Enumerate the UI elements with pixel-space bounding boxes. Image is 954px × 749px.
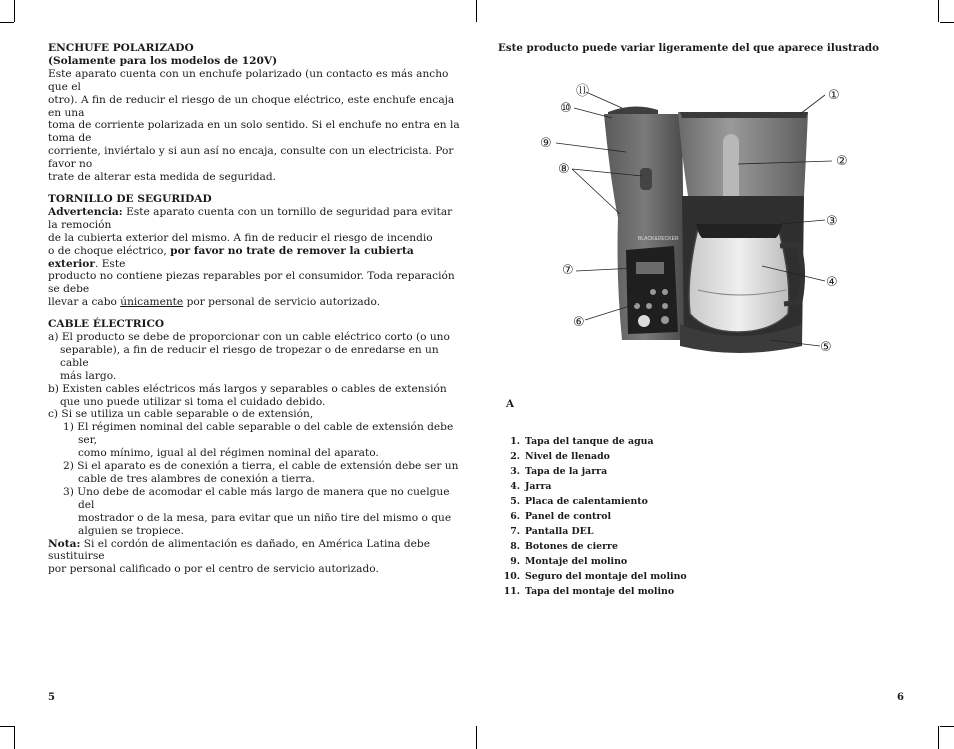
part-label: Placa de calentamiento bbox=[525, 496, 648, 507]
crop-mark bbox=[14, 0, 15, 22]
parts-list-item bbox=[500, 479, 687, 494]
callout-10: ⑩ bbox=[560, 101, 572, 116]
part-number: 2. bbox=[510, 451, 520, 462]
polarized-line: toma de corriente polarizada en un solo sentido. Si el enchufe no entra en la toma de bbox=[48, 119, 460, 145]
callout-8: ⑧ bbox=[558, 162, 570, 177]
center-crop-mark bbox=[476, 0, 477, 22]
part-number: 9. bbox=[510, 556, 520, 567]
polarized-line: trate de alterar esta medida de seguridad. bbox=[48, 171, 277, 184]
page-number-left: 5 bbox=[48, 692, 55, 703]
part-number: 6. bbox=[510, 511, 520, 522]
part-number: 4. bbox=[510, 481, 520, 492]
note: por personal calificado o por el centro de servicio autorizado. bbox=[48, 563, 379, 576]
parts-list-item bbox=[500, 554, 687, 569]
coffee-maker-illustration bbox=[530, 78, 860, 378]
cord-subitem-1: 1) El régimen nominal del cable separable o del cable de extensión debe ser, como mínimo, igual al del régimen nominal del aparato. bbox=[63, 421, 454, 460]
part-label: Jarra bbox=[525, 481, 552, 492]
illustration-note: Este producto puede variar ligeramente del que aparece ilustrado bbox=[498, 42, 879, 54]
parts-list-item bbox=[500, 449, 687, 464]
cord-item-c: c) Si se utiliza un cable separable o de extensión, bbox=[48, 408, 314, 421]
power-button bbox=[638, 315, 650, 327]
part-number: 7. bbox=[510, 526, 520, 537]
callout-9: ⑨ bbox=[540, 136, 552, 151]
parts-list-item bbox=[500, 509, 687, 524]
cord-subitem-2: 2) Si el aparato es de conexión a tierra, el cable de extensión debe ser un cable de tres alambres de conexión a tierra. bbox=[63, 460, 459, 485]
page-number-right: 6 bbox=[897, 692, 904, 703]
parts-list-item bbox=[500, 434, 687, 449]
part-number: 1. bbox=[510, 436, 520, 447]
polarized-line: corriente, inviértalo y si aun así no encaja, consulte con un electricista. Por favor no bbox=[48, 145, 454, 171]
part-label: Montaje del molino bbox=[525, 556, 628, 567]
crop-mark bbox=[940, 22, 954, 23]
part-label: Nivel de llenado bbox=[525, 451, 610, 462]
screw-line: producto no contiene piezas reparables por el consumidor. Toda reparación se debe bbox=[48, 270, 455, 296]
crop-mark bbox=[14, 726, 15, 749]
callout-1: ① bbox=[828, 88, 840, 103]
cord-heading: CABLE ÉLECTRICO bbox=[48, 318, 165, 331]
polarized-line: Este aparato cuenta con un enchufe polarizado (un contacto es más ancho que el bbox=[48, 67, 449, 93]
callout-2: ② bbox=[836, 154, 848, 169]
crop-mark bbox=[0, 726, 14, 727]
polarized-line: otro). A fin de reducir el riesgo de un choque eléctrico, este enchufe encaja en una bbox=[48, 93, 455, 119]
part-number: 5. bbox=[510, 496, 520, 507]
callout-11: ⑪ bbox=[576, 84, 590, 99]
part-label: Botones de cierre bbox=[525, 541, 618, 552]
screw-line: o de choque eléctrico, por favor no trate de remover la cubierta exterior. Este bbox=[48, 244, 414, 270]
cord-item-b: b) Existen cables eléctricos más largos y separables o cables de extensión que uno puede utilizar si toma el cuidado debido. bbox=[48, 382, 447, 408]
callout-4: ④ bbox=[826, 275, 838, 290]
part-number: 11. bbox=[503, 586, 520, 597]
parts-list bbox=[500, 434, 687, 599]
callout-5: ⑤ bbox=[820, 340, 832, 355]
cord-subitem-3: 3) Uno debe de acomodar el cable más largo de manera que no cuelgue del mostrador o de la mesa, para evitar que un niño tire del mismo o que alguien se tropiece. bbox=[63, 485, 452, 537]
grinder-lock bbox=[640, 168, 652, 190]
parts-list-item bbox=[500, 464, 687, 479]
parts-list-item bbox=[500, 584, 687, 599]
parts-list-item bbox=[500, 569, 687, 584]
part-label: Tapa de la jarra bbox=[525, 466, 608, 477]
screw-line: Advertencia: Este aparato cuenta con un tornillo de seguridad para evitar la remoción bbox=[48, 205, 453, 231]
section-label: A bbox=[506, 398, 514, 410]
left-page-text bbox=[48, 42, 460, 576]
screw-line: llevar a cabo únicamente por personal de servicio autorizado. bbox=[48, 296, 381, 309]
callout-6: ⑥ bbox=[573, 315, 585, 330]
led-display bbox=[636, 262, 664, 274]
brand-logo: BLACK&DECKER bbox=[638, 236, 679, 242]
crop-mark bbox=[938, 0, 939, 22]
parts-list-item bbox=[500, 524, 687, 539]
part-label: Tapa del tanque de agua bbox=[525, 436, 654, 447]
part-label: Tapa del montaje del molino bbox=[525, 586, 675, 597]
polarized-subheading: (Solamente para los modelos de 120V) bbox=[48, 54, 278, 67]
screw-line: de la cubierta exterior del mismo. A fin de reducir el riesgo de incendio bbox=[48, 231, 433, 244]
crop-mark bbox=[0, 22, 14, 23]
note: Nota: Si el cordón de alimentación es dañado, en América Latina debe sustituirse bbox=[48, 537, 430, 563]
part-label: Seguro del montaje del molino bbox=[525, 571, 687, 582]
part-label: Panel de control bbox=[525, 511, 612, 522]
part-number: 8. bbox=[510, 541, 520, 552]
callout-3: ③ bbox=[826, 214, 838, 229]
parts-list-item bbox=[500, 494, 687, 509]
callout-7: ⑦ bbox=[562, 263, 574, 278]
note-label: Nota: bbox=[48, 537, 81, 550]
cord-item-a: a) El producto se debe de proporcionar con un cable eléctrico corto (o uno separable), a fin de reducir el riesgo de tropezar o de enredarse en un cable más largo. bbox=[48, 331, 450, 382]
warning-label: Advertencia: bbox=[48, 205, 123, 218]
center-crop-mark bbox=[476, 726, 477, 749]
water-tank bbox=[678, 112, 808, 196]
screw-heading: TORNILLO DE SEGURIDAD bbox=[48, 192, 212, 205]
part-label: Pantalla DEL bbox=[525, 526, 594, 537]
part-number: 3. bbox=[510, 466, 520, 477]
crop-mark bbox=[940, 726, 954, 727]
polarized-heading: ENCHUFE POLARIZADO bbox=[48, 42, 194, 54]
part-number: 10. bbox=[503, 571, 520, 582]
carafe bbox=[689, 228, 789, 332]
crop-mark bbox=[938, 726, 939, 749]
parts-list-item bbox=[500, 539, 687, 554]
